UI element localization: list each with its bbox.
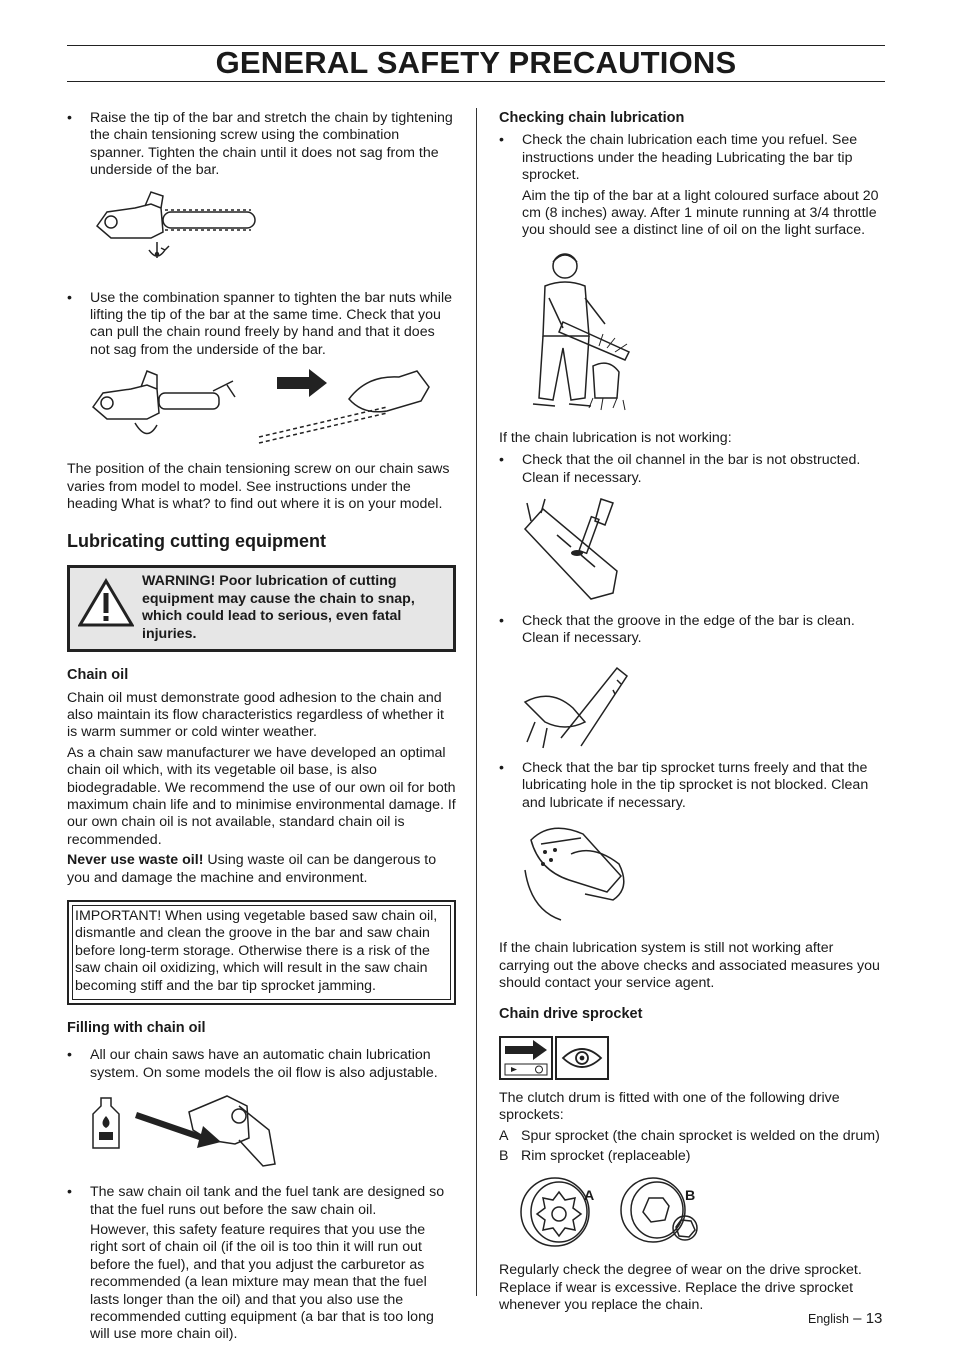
- operator-lubrication-illustration: [519, 248, 639, 418]
- bar-nut-bullet: • Use the combination spanner to tighten the bar nuts while lifting the tip of the bar at the same time. Check that you can pull the chain round freely by hand and that it does not sag from the underside of the bar.: [67, 290, 456, 360]
- chain-oil-paragraph-1: Chain oil must demonstrate good adhesion to the chain and also maintain its flow characteristics regardless of whether it is warm summer or cold winter weather.: [67, 689, 444, 741]
- clutch-drum-text: The clutch drum is fitted with one of the following drive sprockets:: [499, 1089, 840, 1124]
- filling-bullet-2: • The saw chain oil tank and the fuel tank are designed so that the fuel runs out before the saw chain oil.: [67, 1184, 456, 1219]
- spur-sprocket-item: [499, 1128, 887, 1145]
- checking-bullet: • Check the chain lubrication each time you refuel. See instructions under the heading Lubricating the bar tip sprocket.: [499, 132, 887, 184]
- check-groove-bullet: • Check that the groove in the edge of the bar is clean. Clean if necessary.: [499, 613, 887, 648]
- rim-sprocket-illustration: [619, 1176, 699, 1248]
- title-bottom-rule: [67, 81, 885, 82]
- label-a: A: [584, 1188, 595, 1205]
- right-column: [499, 110, 887, 1315]
- warning-box: [67, 565, 456, 652]
- page-footer: [808, 1310, 882, 1328]
- spur-sprocket-illustration: [519, 1176, 599, 1248]
- tension-bullet: • Raise the tip of the bar and stretch the chain by tightening the chain tensioning screw using the combination spanner. Tighten the chain until it does not sag from the underside of the bar.: [67, 110, 456, 180]
- oil-channel-illustration: [521, 495, 631, 603]
- column-divider: [476, 108, 477, 1296]
- item-b-letter: B: [499, 1147, 509, 1164]
- eye-inspect-icon: [555, 1036, 609, 1080]
- drive-sprocket-heading: Chain drive sprocket: [499, 1006, 643, 1023]
- tensioning-screw-position-text: The position of the chain tensioning screw on our chain saws varies from model to model. See instructions under the heading What is what? to find out where it is on your model.: [67, 461, 450, 513]
- arrow-right-icon: [499, 1036, 553, 1080]
- oil-filling-illustration: [89, 1086, 289, 1174]
- footer-dash: –: [849, 1310, 866, 1327]
- chain-oil-paragraph-2: As a chain saw manufacturer we have developed an optimal chain oil which, with its vegetable oil base, is also biodegradable. We recommend the use of our own oil for both maximum chain life and to minimise environmental damage. If our own chain oil is not available, standard chain oil is recommended.: [67, 744, 456, 848]
- check-sprocket-bullet: • Check that the bar tip sprocket turns freely and that the lubricating hole in the tip sprocket is not blocked. Clean and lubricate if necessary.: [499, 760, 887, 812]
- checking-heading: Checking chain lubrication: [499, 110, 685, 126]
- important-text: IMPORTANT! When using vegetable based saw chain oil, dismantle and clean the groove in the bar and saw chain before long-term storage. Otherwise there is a risk of the saw chain oil oxidizing, which will result in the saw chain becoming stiff and the bar tip sprocket jamming.: [75, 907, 438, 994]
- check-oil-channel-bullet: • Check that the oil channel in the bar is not obstructed. Clean if necessary.: [499, 452, 887, 487]
- filling-heading: Filling with chain oil: [67, 1020, 206, 1036]
- filling-paragraph: However, this safety feature requires that you use the right sort of chain oil (if the oil is too thin it will run out before the fuel), and that you adjust the carburetor as recommended (a lean mixture may mean that the fuel lasts longer than the oil) and that you also use the recommended cutting equipment (a bar that is too long will use more chain oil).: [90, 1222, 434, 1343]
- not-working-text: If the chain lubrication is not working:: [499, 429, 732, 446]
- important-box: [67, 900, 456, 1005]
- item-a-text: Spur sprocket (the chain sprocket is welded on the drum): [521, 1127, 880, 1144]
- item-b-text: Rim sprocket (replaceable): [521, 1147, 691, 1164]
- waste-oil-paragraph: [67, 852, 456, 887]
- bar-nut-tightening-illustration: [87, 367, 447, 447]
- chain-oil-heading: Chain oil: [67, 667, 129, 684]
- item-a-letter: A: [499, 1127, 509, 1144]
- page-title: GENERAL SAFETY PRECAUTIONS: [215, 45, 737, 80]
- chain-tension-illustration: [91, 186, 261, 264]
- regularly-check-text: Regularly check the degree of wear on the drive sprocket. Replace if wear is excessive. Replace the drive sprocket whenever you replace the chain.: [499, 1262, 862, 1314]
- filling-bullet-1: • All our chain saws have an automatic chain lubrication system. On some models the oil flow is also adjustable.: [67, 1047, 456, 1082]
- page-number: 13: [865, 1310, 883, 1327]
- still-not-working-text: If the chain lubrication system is still not working after carrying out the above checks and associated measures you should contact your service agent.: [499, 940, 880, 991]
- warning-text: WARNING! Poor lubrication of cutting equipment may cause the chain to snap, which could lead to serious, even fatal injuries.: [142, 573, 415, 642]
- warning-triangle-icon: [78, 578, 134, 628]
- tip-sprocket-illustration: [521, 820, 633, 924]
- lubricating-heading: Lubricating cutting equipment: [67, 531, 326, 552]
- label-b: B: [685, 1188, 696, 1205]
- never-waste-oil-label: Never use waste oil!: [67, 852, 204, 869]
- groove-cleaning-illustration: [521, 658, 641, 750]
- footer-language: English: [808, 1312, 849, 1326]
- waste-oil-text: Using waste oil can be dangerous to you and damage the machine and environment.: [67, 852, 437, 886]
- checking-paragraph: Aim the tip of the bar at a light coloured surface about 20 cm (8 inches) away. After 1 minute running at 3/4 throttle you should see a distinct line of oil on the light surface.: [522, 187, 879, 239]
- sprocket-illustrations: [499, 1176, 887, 1248]
- left-column: [67, 110, 456, 1344]
- rim-sprocket-item: [499, 1148, 887, 1165]
- sprocket-symbols: [499, 1036, 887, 1080]
